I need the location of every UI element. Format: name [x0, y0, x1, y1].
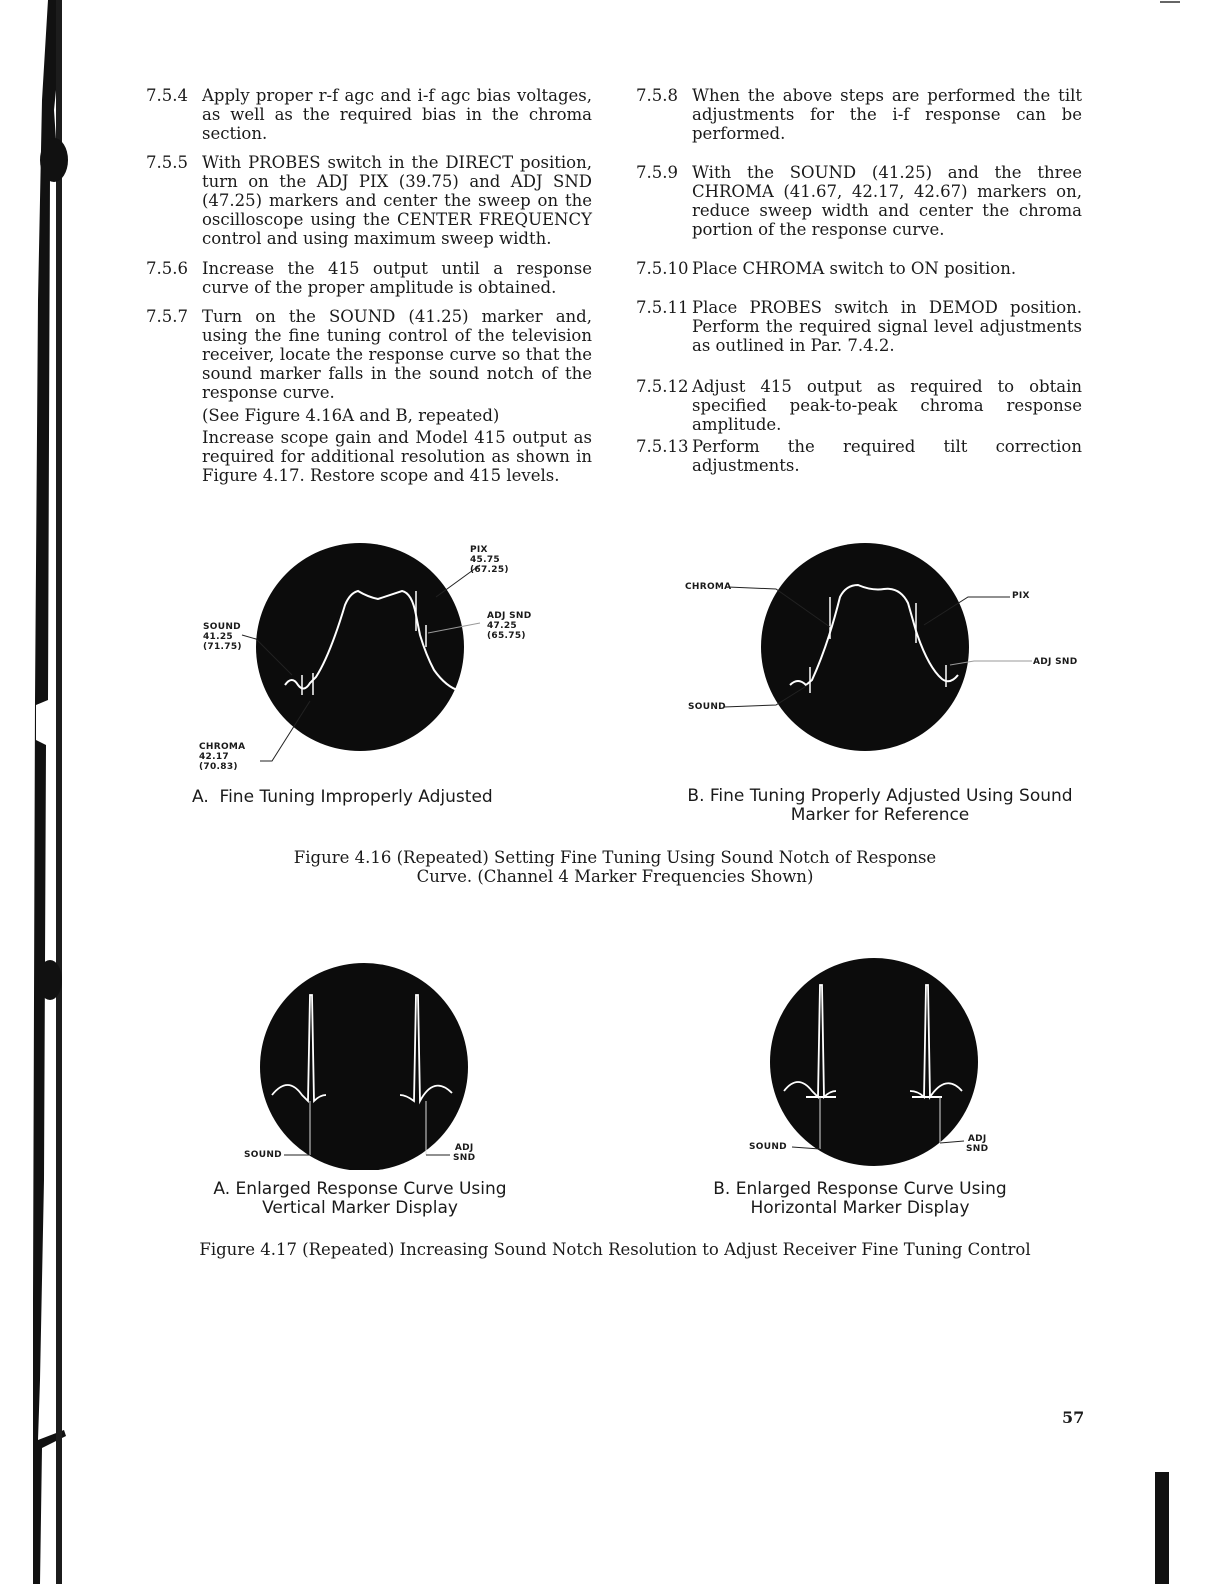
step-text: With PROBES switch in the DIRECT position, turn on the ADJ PIX (39.75) and ADJ SND (47.25) markers and center the sweep on the oscilloscope using the CENTER FREQUENCY control and using maximum sweep width. [202, 153, 592, 248]
figure-417-caption: Figure 4.17 (Repeated) Increasing Sound Notch Resolution to Adjust Receiver Fine Tuning Control [199, 1240, 1031, 1259]
label-pix-416b: PIX [1012, 591, 1030, 601]
label-adj-snd-417b: ADJ SND [966, 1134, 989, 1154]
label-sound-416a: SOUND 41.25 (71.75) [203, 622, 242, 652]
step-7-5-4 [146, 86, 592, 144]
step-text: Increase the 415 output until a response curve of the proper amplitude is obtained. [202, 259, 592, 297]
step-7-5-7 [146, 307, 592, 487]
label-sound-417b: SOUND [749, 1142, 787, 1152]
step-number: 7.5.8 [636, 86, 678, 105]
label-sound-417a: SOUND [244, 1150, 282, 1160]
label-chroma-416a: CHROMA 42.17 (70.83) [199, 742, 246, 772]
label-chroma-416b: CHROMA [685, 582, 732, 592]
step-number: 7.5.13 [636, 437, 689, 456]
scope-417b [740, 955, 1000, 1170]
page-number: 57 [1062, 1408, 1085, 1427]
step-7-5-12 [636, 377, 1082, 434]
step-number: 7.5.4 [146, 86, 188, 105]
step-7-5-11 [636, 298, 1082, 356]
step-text: (See Figure 4.16A and B, repeated) [202, 406, 500, 425]
scope-416b [680, 535, 1100, 765]
step-7-5-13 [636, 437, 1082, 477]
step-text: Place PROBES switch in DEMOD position. Perform the required signal level adjustments as outlined in Par. 7.4.2. [692, 298, 1082, 355]
step-7-5-8 [636, 86, 1082, 144]
caption-416b: B. Fine Tuning Properly Adjusted Using Sound Marker for Reference [687, 786, 1073, 825]
caption-416a: A. Fine Tuning Improperly Adjusted [192, 787, 493, 807]
label-adj-snd-416a: ADJ SND 47.25 (65.75) [487, 611, 532, 641]
step-text: Increase scope gain and Model 415 output as required for additional resolution as shown in Figure 4.17. Restore scope and 415 levels. [202, 428, 592, 485]
step-number: 7.5.10 [636, 259, 689, 278]
step-number: 7.5.7 [146, 307, 188, 326]
caption-417b: B. Enlarged Response Curve Using Horizontal Marker Display [713, 1179, 1007, 1218]
step-text: Perform the required tilt correction adjustments. [692, 437, 1082, 475]
caption-417a: A. Enlarged Response Curve Using Vertical Marker Display [213, 1179, 507, 1218]
label-adj-snd-416b: ADJ SND [1033, 657, 1078, 667]
step-7-5-5 [146, 153, 592, 249]
step-number: 7.5.12 [636, 377, 689, 396]
step-text: With the SOUND (41.25) and the three CHROMA (41.67, 42.17, 42.67) markers on, reduce sweep width and center the chroma portion of the response curve. [692, 163, 1082, 239]
step-number: 7.5.11 [636, 298, 689, 317]
step-text: Turn on the SOUND (41.25) marker and, using the fine tuning control of the television receiver, locate the response curve so that the sound marker falls in the sound notch of the response curve. [202, 307, 592, 402]
figure-416-caption: Figure 4.16 (Repeated) Setting Fine Tuning Using Sound Notch of Response Curve. (Channel 4 Marker Frequencies Shown) [293, 848, 937, 886]
step-text: When the above steps are performed the tilt adjustments for the i-f response can be performed. [692, 86, 1082, 143]
label-sound-416b: SOUND [688, 702, 726, 712]
scope-417a [230, 955, 490, 1170]
step-7-5-9 [636, 163, 1082, 241]
step-number: 7.5.5 [146, 153, 188, 172]
step-number: 7.5.6 [146, 259, 188, 278]
step-text: Apply proper r-f agc and i-f agc bias voltages, as well as the required bias in the chroma section. [202, 86, 592, 143]
step-number: 7.5.9 [636, 163, 678, 182]
step-text: Place CHROMA switch to ON position. [692, 259, 1017, 278]
label-adj-snd-417a: ADJ SND [453, 1143, 476, 1163]
label-pix-416a: PIX 45.75 (67.25) [470, 545, 509, 575]
step-7-5-6 [146, 259, 592, 299]
step-7-5-10 [636, 259, 1082, 279]
step-text: Adjust 415 output as required to obtain specified peak-to-peak chroma response amplitude. [692, 377, 1082, 434]
